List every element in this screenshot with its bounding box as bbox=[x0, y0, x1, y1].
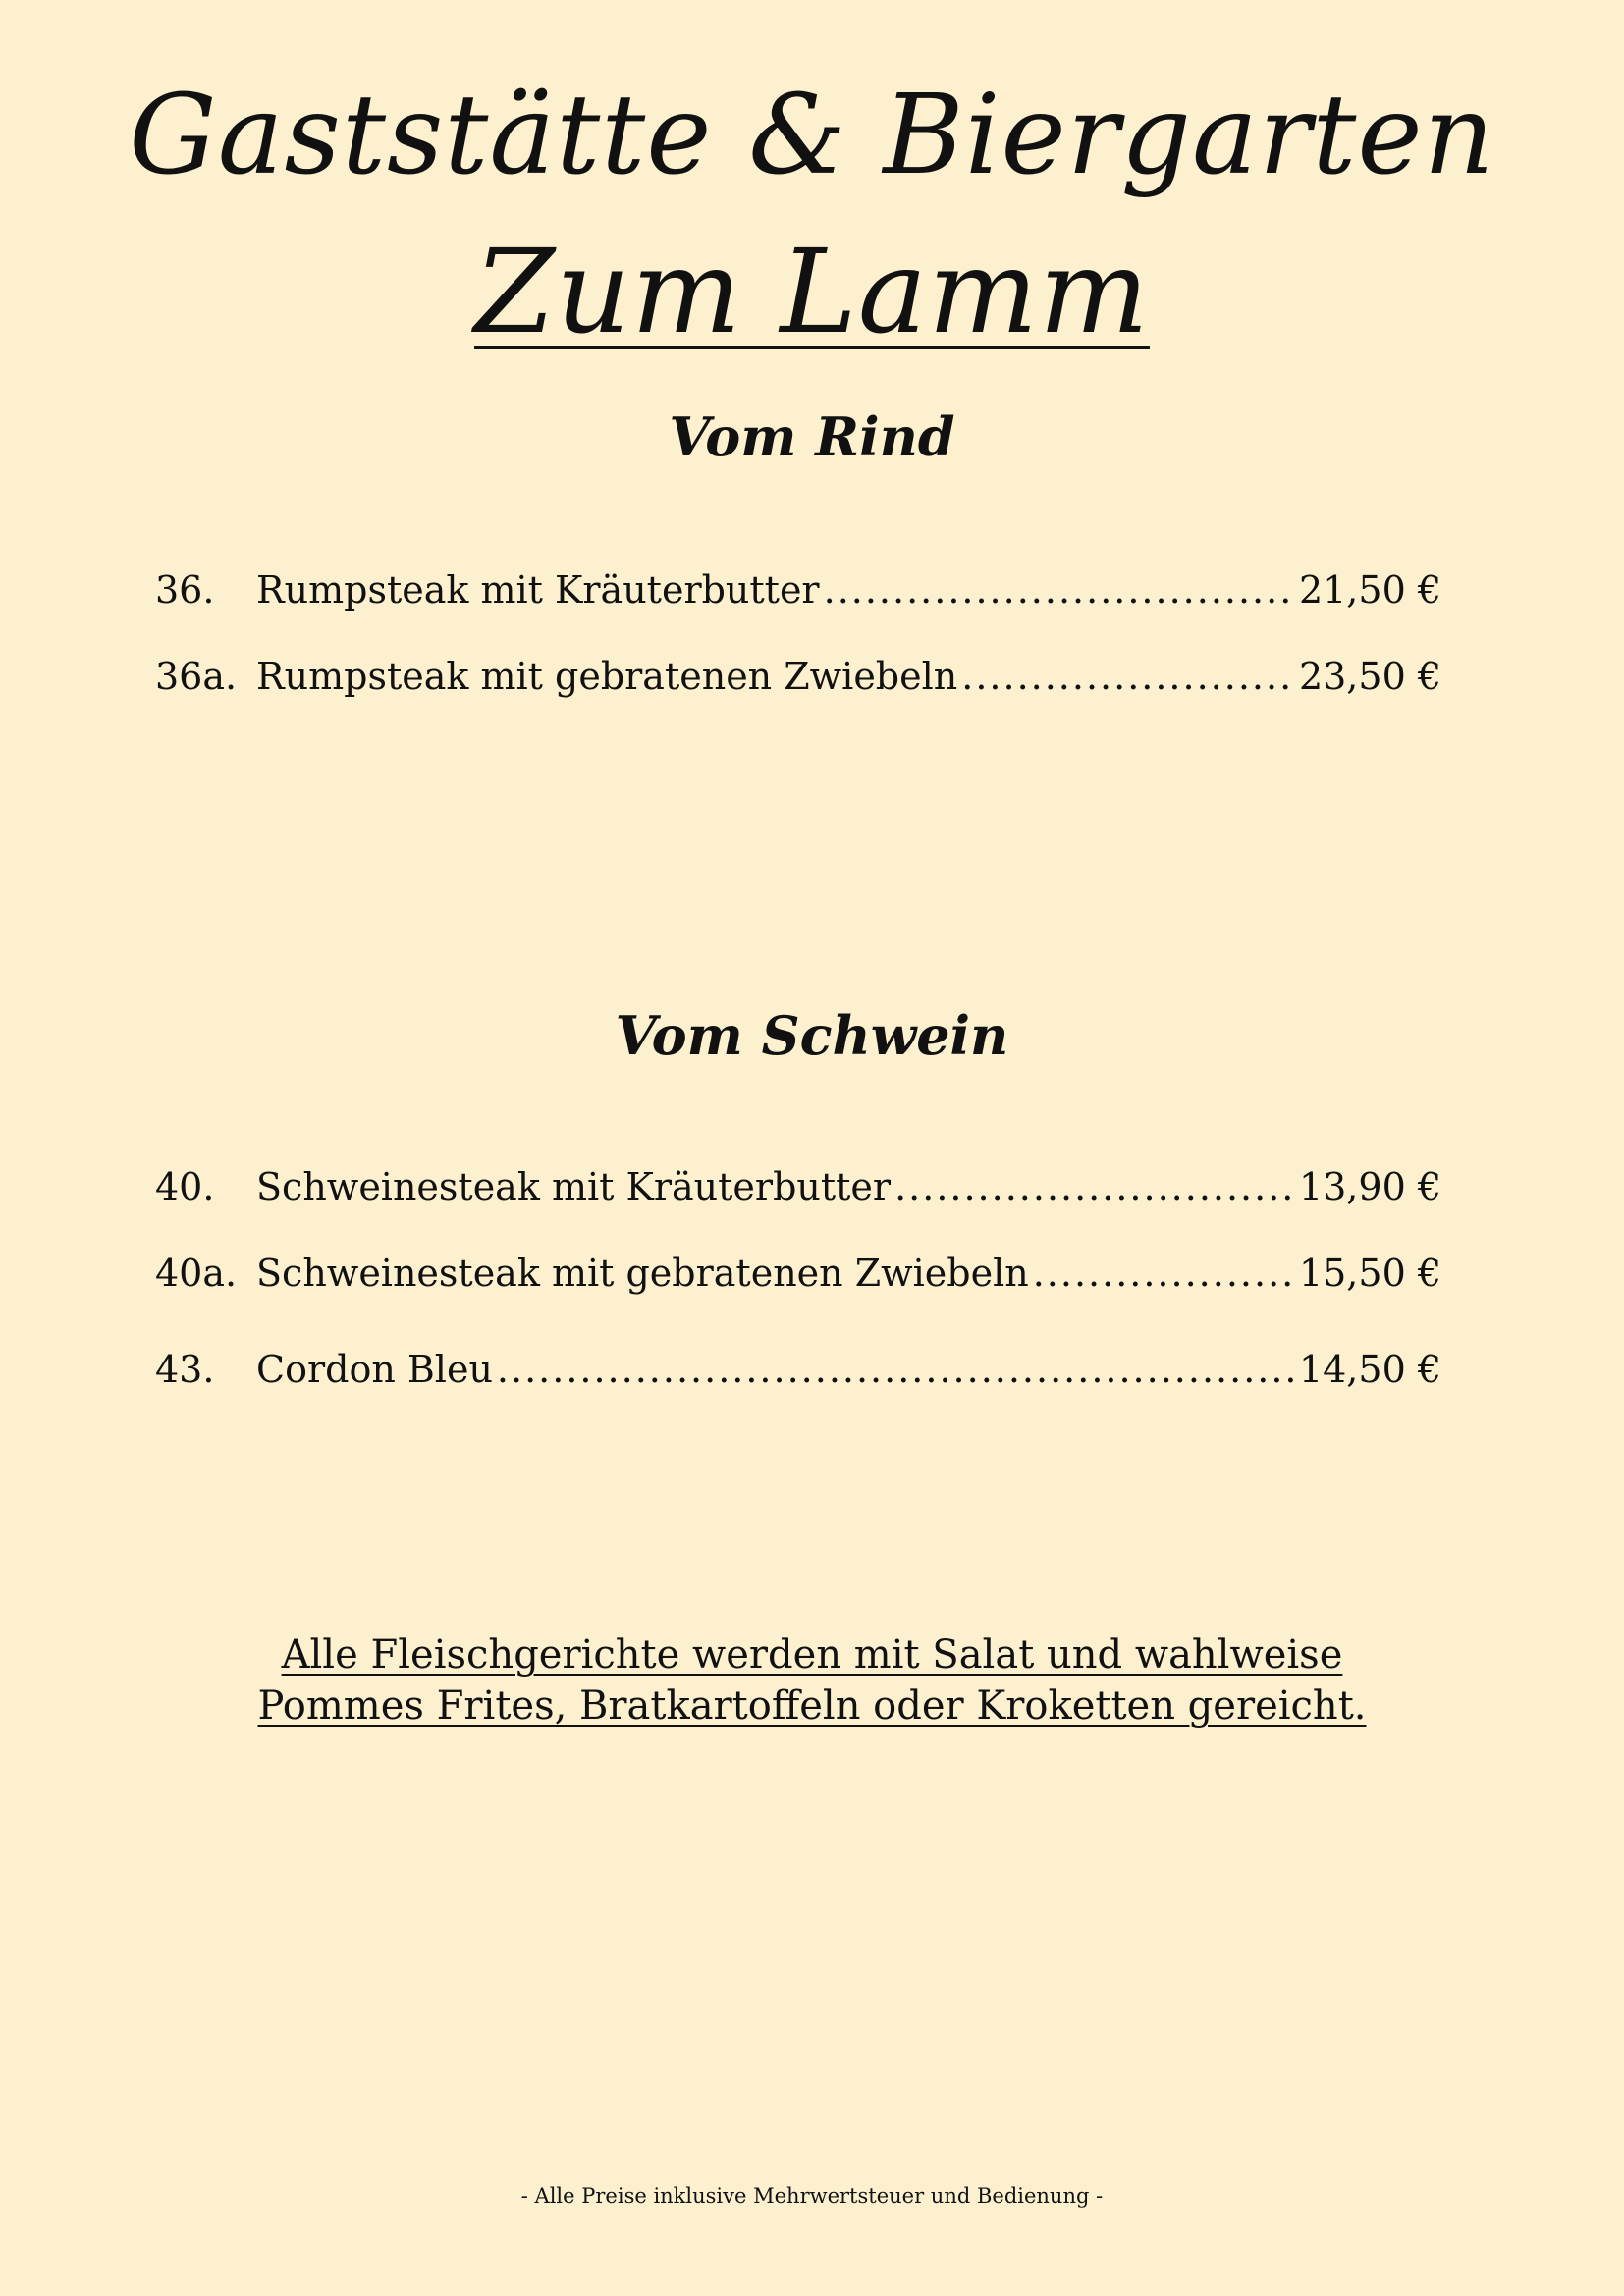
menu-list-rind bbox=[155, 568, 1441, 744]
item-price: 13,90 € bbox=[1298, 1165, 1441, 1208]
item-price: 14,50 € bbox=[1298, 1348, 1441, 1391]
menu-item bbox=[155, 1252, 1441, 1351]
item-name: Cordon Bleu bbox=[256, 1348, 493, 1391]
menu-item bbox=[155, 568, 1441, 658]
side-dish-note bbox=[0, 1629, 1624, 1732]
item-number: 40a. bbox=[155, 1252, 238, 1295]
section-heading-schwein: Vom Schwein bbox=[615, 1004, 1009, 1067]
dot-leader bbox=[894, 1168, 1295, 1205]
restaurant-name bbox=[0, 224, 1624, 359]
item-name: Schweinesteak mit gebratenen Zwiebeln bbox=[256, 1252, 1029, 1295]
menu-list-schwein bbox=[155, 1165, 1441, 1437]
item-number: 40. bbox=[155, 1165, 215, 1208]
menu-item bbox=[155, 1348, 1441, 1437]
dot-leader bbox=[824, 571, 1295, 609]
item-price: 23,50 € bbox=[1298, 655, 1441, 698]
menu-item bbox=[155, 1165, 1441, 1255]
item-name: Schweinesteak mit Kräuterbutter bbox=[256, 1165, 892, 1208]
dot-leader bbox=[497, 1351, 1295, 1388]
item-number: 36. bbox=[155, 568, 215, 612]
item-number: 43. bbox=[155, 1348, 215, 1391]
price-footer: - Alle Preise inklusive Mehrwertsteuer und Bedienung - bbox=[520, 2184, 1104, 2208]
item-name: Rumpsteak mit Kräuterbutter bbox=[256, 568, 820, 612]
note-line-2: Pommes Frites, Bratkartoffeln oder Kroketten gereicht. bbox=[257, 1683, 1367, 1729]
restaurant-name-text: Zum Lamm bbox=[474, 224, 1150, 359]
item-number: 36a. bbox=[155, 655, 238, 698]
item-name: Rumpsteak mit gebratenen Zwiebeln bbox=[256, 655, 958, 698]
item-price: 21,50 € bbox=[1298, 568, 1441, 612]
dot-leader bbox=[1033, 1255, 1295, 1292]
menu-item bbox=[155, 655, 1441, 744]
restaurant-title: Gaststätte & Biergarten bbox=[129, 72, 1495, 199]
dot-leader bbox=[961, 658, 1295, 695]
item-price: 15,50 € bbox=[1298, 1252, 1441, 1295]
section-heading-rind: Vom Rind bbox=[669, 405, 955, 468]
note-line-1: Alle Fleischgerichte werden mit Salat und wahlweise bbox=[281, 1632, 1343, 1678]
